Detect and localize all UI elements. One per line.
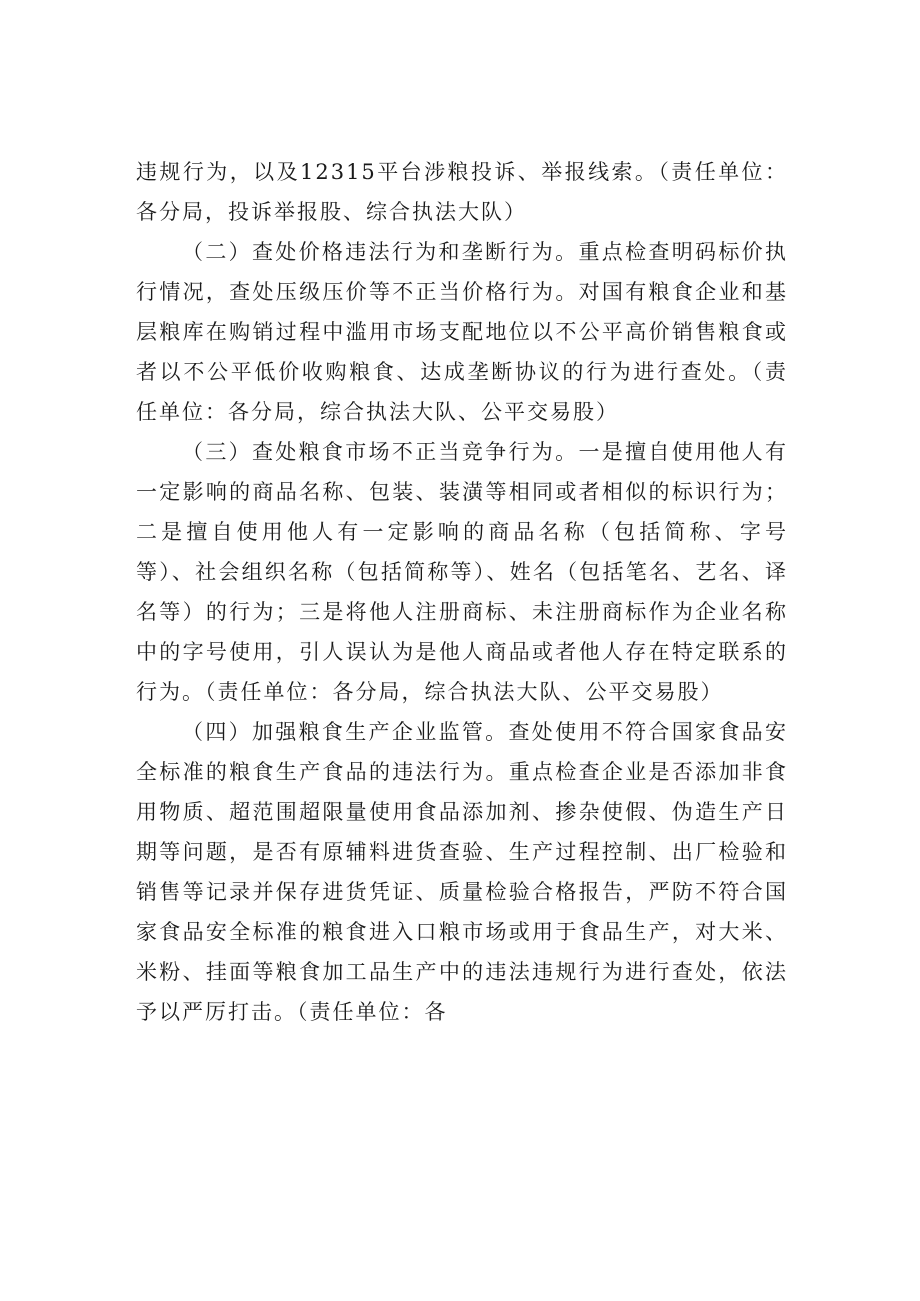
paragraph-section-4: （四）加强粮食生产企业监管。查处使用不符合国家食品安全标准的粮食生产食品的违法行为。重点检查企业是否添加非食用物质、超范围超限量使用食品添加剂、掺杂使假、伪造生产日期等问题，是否有原辅料进货查验、生产过程控制、出厂检验和销售等记录并保存进货凭证、质量检验合格报告，严防不符合国家食品安全标准的粮食进入口粮市场或用于食品生产，对大米、米粉、挂面等粮食加工品生产中的违法违规行为进行查处，依法予以严厉打击。（责任单位：各 bbox=[136, 720, 788, 1024]
document-body bbox=[136, 152, 788, 1032]
paragraph-continuation: 违规行为，以及12315平台涉粮投诉、举报线索。（责任单位：各分局，投诉举报股、综合执法大队） bbox=[136, 160, 788, 224]
paragraph-section-3: （三）查处粮食市场不正当竞争行为。一是擅自使用他人有一定影响的商品名称、包装、装潢等相同或者相似的标识行为；二是擅自使用他人有一定影响的商品名称（包括简称、字号等）、社会组织名称（包括简称等）、姓名（包括笔名、艺名、译名等）的行为；三是将他人注册商标、未注册商标作为企业名称中的字号使用，引人误认为是他人商品或者他人存在特定联系的行为。（责任单位：各分局，综合执法大队、公平交易股） bbox=[136, 440, 788, 704]
paragraph-section-2: （二）查处价格违法行为和垄断行为。重点检查明码标价执行情况，查处压级压价等不正当价格行为。对国有粮食企业和基层粮库在购销过程中滥用市场支配地位以不公平高价销售粮食或者以不公平低价收购粮食、达成垄断协议的行为进行查处。（责任单位：各分局，综合执法大队、公平交易股） bbox=[136, 240, 788, 424]
